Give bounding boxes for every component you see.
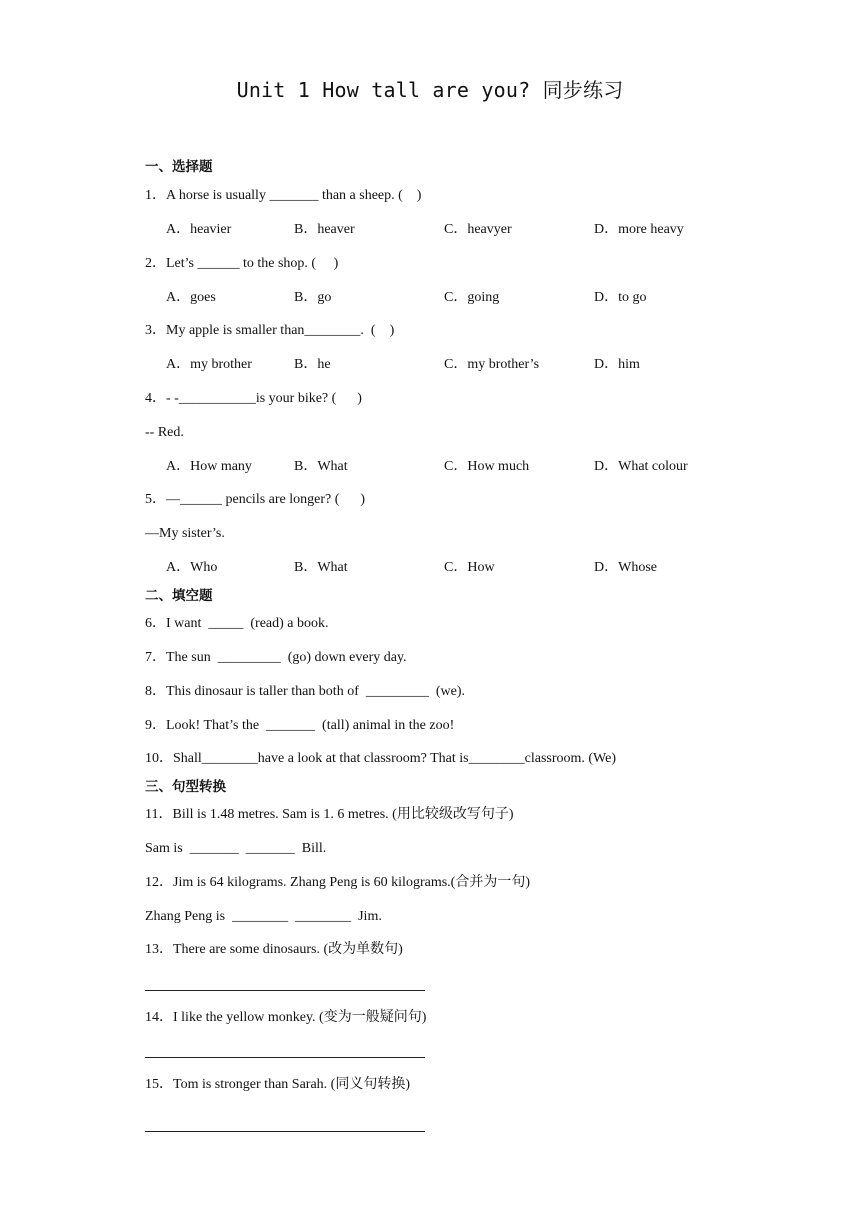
question-5-options bbox=[166, 559, 766, 577]
option-c: C．How bbox=[444, 560, 495, 575]
option-b: B．go bbox=[294, 290, 332, 305]
question-5: 5．—______ pencils are longer? ( ) bbox=[145, 492, 366, 507]
option-a: A．Who bbox=[166, 560, 218, 575]
question-5-dialogue: —My sister’s. bbox=[145, 526, 225, 541]
question-9: 9．Look! That’s the _______ (tall) animal in the zoo! bbox=[145, 718, 455, 733]
option-a: A．goes bbox=[166, 290, 216, 305]
question-13: 13．There are some dinosaurs. (改为单数句) bbox=[145, 942, 403, 957]
option-a: A．my brother bbox=[166, 357, 252, 372]
option-b: B．he bbox=[294, 357, 331, 372]
option-c: C．going bbox=[444, 290, 500, 305]
option-c: C．How much bbox=[444, 459, 530, 474]
option-d: D．to go bbox=[594, 290, 647, 305]
question-12: 12．Jim is 64 kilograms. Zhang Peng is 60 kilograms.(合并为一句) bbox=[145, 875, 530, 890]
question-11: 11．Bill is 1.48 metres. Sam is 1. 6 metres. (用比较级改写句子) bbox=[145, 807, 514, 822]
question-1: 1．A horse is usually _______ than a sheep. ( ) bbox=[145, 188, 422, 203]
option-b: B．heaver bbox=[294, 222, 355, 237]
question-4-options bbox=[166, 458, 766, 476]
question-10: 10．Shall________have a look at that classroom? That is________classroom. (We) bbox=[145, 751, 617, 766]
option-b: B．What bbox=[294, 560, 348, 575]
answer-line-13 bbox=[145, 990, 425, 991]
question-4: 4．- -___________is your bike? ( ) bbox=[145, 391, 362, 406]
question-6: 6．I want _____ (read) a book. bbox=[145, 616, 329, 631]
option-a: A．How many bbox=[166, 459, 252, 474]
option-d: D．him bbox=[594, 357, 640, 372]
option-b: B．What bbox=[294, 459, 348, 474]
option-d: D．Whose bbox=[594, 560, 657, 575]
question-4-dialogue: -- Red. bbox=[145, 425, 184, 440]
question-14: 14．I like the yellow monkey. (变为一般疑问句) bbox=[145, 1010, 427, 1025]
question-1-options bbox=[166, 221, 766, 239]
question-7: 7．The sun _________ (go) down every day. bbox=[145, 650, 407, 665]
page-title: Unit 1 How tall are you? 同步练习 bbox=[236, 78, 624, 102]
option-c: C．heavyer bbox=[444, 222, 512, 237]
option-d: D．What colour bbox=[594, 459, 688, 474]
question-2: 2．Let’s ______ to the shop. ( ) bbox=[145, 256, 339, 271]
section-heading-fill: 二、填空题 bbox=[145, 588, 213, 604]
option-a: A．heavier bbox=[166, 222, 232, 237]
option-c: C．my brother’s bbox=[444, 357, 540, 372]
answer-line-14 bbox=[145, 1057, 425, 1058]
question-8: 8．This dinosaur is taller than both of _________ (we). bbox=[145, 684, 466, 699]
question-3-options bbox=[166, 356, 766, 374]
section-heading-transform: 三、句型转换 bbox=[145, 779, 226, 795]
question-3: 3．My apple is smaller than________. ( ) bbox=[145, 323, 395, 338]
question-11-answer: Sam is _______ _______ Bill. bbox=[145, 841, 327, 856]
answer-line-15 bbox=[145, 1131, 425, 1132]
question-15: 15．Tom is stronger than Sarah. (同义句转换) bbox=[145, 1077, 410, 1092]
question-12-answer: Zhang Peng is ________ ________ Jim. bbox=[145, 909, 382, 924]
question-2-options bbox=[166, 289, 766, 307]
section-heading-choice: 一、选择题 bbox=[145, 159, 213, 175]
option-d: D．more heavy bbox=[594, 222, 684, 237]
